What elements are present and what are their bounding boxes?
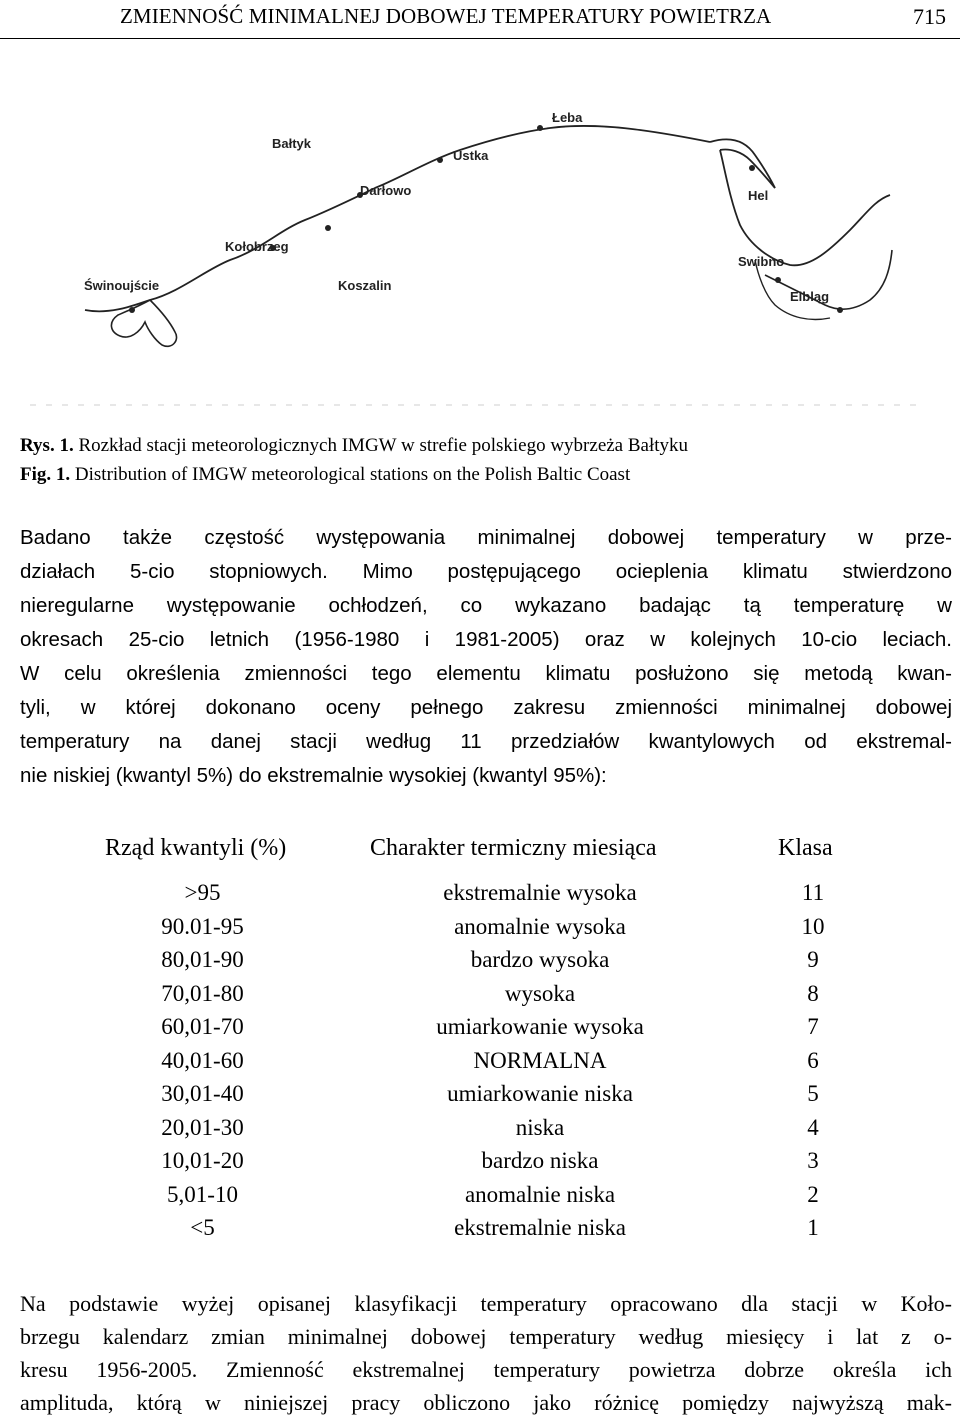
header-thermal-character: Charakter termiczny miesiąca (370, 835, 657, 861)
station-dot-swinoujscie (129, 307, 135, 313)
cell-character: bardzo niska (481, 1148, 599, 1173)
paragraph-line: temperatury na danej stacji według 11 przedziałów kwantylowych od ekstremal- (20, 730, 952, 753)
station-label: Darłowo (360, 183, 412, 198)
body-paragraph-2 (20, 1287, 952, 1419)
paragraph-line: Na podstawie wyżej opisanej klasyfikacji temperatury opracowano dla stacji w Koło- (20, 1291, 952, 1316)
header-quantile-range: Rząd kwantyli (%) (105, 835, 287, 861)
table-row (0, 1215, 960, 1248)
cell-class: 1 (807, 1215, 819, 1240)
table-row (0, 1182, 960, 1215)
figure-caption-pl (20, 435, 688, 457)
page-number: 715 (913, 4, 946, 29)
paragraph-line: Badano także częstość występowania minimalnej dobowej temperatury w prze- (20, 526, 952, 549)
cell-range: 90.01-95 (161, 913, 244, 939)
header-class: Klasa (778, 835, 833, 861)
cell-range: 20,01-30 (161, 1114, 244, 1140)
station-dot-ustka (437, 157, 443, 163)
cell-character: wysoka (504, 980, 576, 1006)
paragraph-line: działach 5-cio stopniowych. Mimo postępującego ocieplenia klimatu stwierdzono (20, 560, 952, 583)
paragraph-line: nieregularne występowanie ochłodzeń, co wykazano badając tą temperaturę w (20, 594, 952, 617)
cell-range: 5,01-10 (167, 1181, 238, 1207)
cell-character: ekstremalnie wysoka (443, 880, 637, 905)
station-label: Łeba (552, 110, 583, 125)
table-row (0, 947, 960, 980)
caption-pl-text: Rozkład stacji meteorologicznych IMGW w strefie polskiego wybrzeża Bałtyku (78, 435, 689, 456)
cell-range: >95 (184, 880, 221, 905)
station-label: Ustka (453, 148, 489, 163)
cell-class: 4 (807, 1114, 819, 1140)
paragraph-line: amplituda, którą w niniejszej pracy obliczono jako różnicę pomiędzy najwyższą mak- (20, 1390, 952, 1415)
paragraph-line: kresu 1956-2005. Zmienność ekstremalnej temperatury powietrza dobrze określa ich (20, 1357, 952, 1382)
station-label: Swibno (738, 254, 785, 269)
cell-character: ekstremalnie niska (454, 1215, 626, 1240)
running-title: ZMIENNOŚĆ MINIMALNEJ DOBOWEJ TEMPERATURY POWIETRZA (120, 4, 772, 28)
cell-class: 2 (807, 1181, 819, 1207)
cell-range: 10,01-20 (161, 1148, 244, 1173)
paragraph-line: tyli, w której dokonano oceny pełnego zakresu zmienności minimalnej dobowej (20, 696, 952, 719)
cell-range: 40,01-60 (161, 1047, 244, 1073)
table-row (0, 1081, 960, 1114)
station-dot-hel (749, 165, 755, 171)
cell-class: 7 (807, 1014, 819, 1039)
caption-pl-label: Rys. 1. (20, 435, 74, 456)
cell-class: 8 (807, 980, 819, 1006)
station-dot-leba (537, 125, 543, 131)
cell-character: umiarkowanie niska (447, 1081, 633, 1106)
station-map (30, 60, 925, 415)
coastline (85, 126, 710, 312)
station-label: Kołobrzeg (225, 239, 289, 254)
table-row (0, 1148, 960, 1181)
cell-character: anomalnie wysoka (454, 913, 626, 939)
caption-en-label: Fig. 1. (20, 464, 71, 485)
szczecin-lagoon (111, 300, 176, 346)
table-row (0, 1048, 960, 1081)
cell-range: <5 (190, 1215, 215, 1240)
station-label: Bałtyk (272, 136, 312, 151)
station-label: Elbląg (790, 289, 830, 304)
table-row (0, 880, 960, 913)
cell-class: 5 (807, 1081, 819, 1106)
body-paragraph-1 (20, 521, 952, 793)
paragraph-line: W celu określenia zmienności tego elementu klimatu posłużono się metodą kwan- (20, 662, 952, 685)
station-label: Hel (748, 188, 769, 203)
table-row (0, 1014, 960, 1047)
table-row (0, 914, 960, 947)
cell-range: 30,01-40 (161, 1081, 244, 1106)
cell-character: bardzo wysoka (470, 947, 610, 972)
cell-character: NORMALNA (473, 1047, 607, 1073)
station-dot-elblag (837, 307, 843, 313)
cell-range: 60,01-70 (161, 1014, 244, 1039)
cell-character: niska (515, 1114, 565, 1140)
gulf-coast (720, 150, 890, 265)
station-dot-koszalin (325, 225, 331, 231)
station-label: Świnoujście (84, 278, 160, 293)
station-label: Koszalin (338, 278, 392, 293)
cell-range: 70,01-80 (161, 980, 244, 1006)
paragraph-line: okresach 25-cio letnich (1956-1980 i 1981-2005) oraz w kolejnych 10-cio leciach. (20, 628, 952, 651)
cell-class: 6 (807, 1047, 819, 1073)
cell-class: 10 (801, 913, 825, 939)
table-row (0, 981, 960, 1014)
cell-class: 3 (807, 1148, 819, 1173)
cell-character: umiarkowanie wysoka (436, 1014, 644, 1039)
cell-class: 9 (807, 947, 819, 972)
page-header (0, 0, 960, 39)
cell-character: anomalnie niska (464, 1181, 616, 1207)
paragraph-line: brzegu kalendarz zmian minimalnej dobowej temperatury według miesięcy i lat z o- (20, 1324, 952, 1349)
cell-range: 80,01-90 (161, 947, 244, 972)
table-row (0, 1115, 960, 1148)
cell-class: 11 (801, 880, 825, 905)
figure-caption-en (20, 464, 630, 486)
hel-peninsula (710, 139, 775, 188)
caption-en-text: Distribution of IMGW meteorological stations on the Polish Baltic Coast (74, 464, 631, 485)
paragraph-line: nie niskiej (kwantyl 5%) do ekstremalnie wysokiej (kwantyl 95%): (20, 764, 607, 787)
station-dot-swibno (775, 277, 781, 283)
